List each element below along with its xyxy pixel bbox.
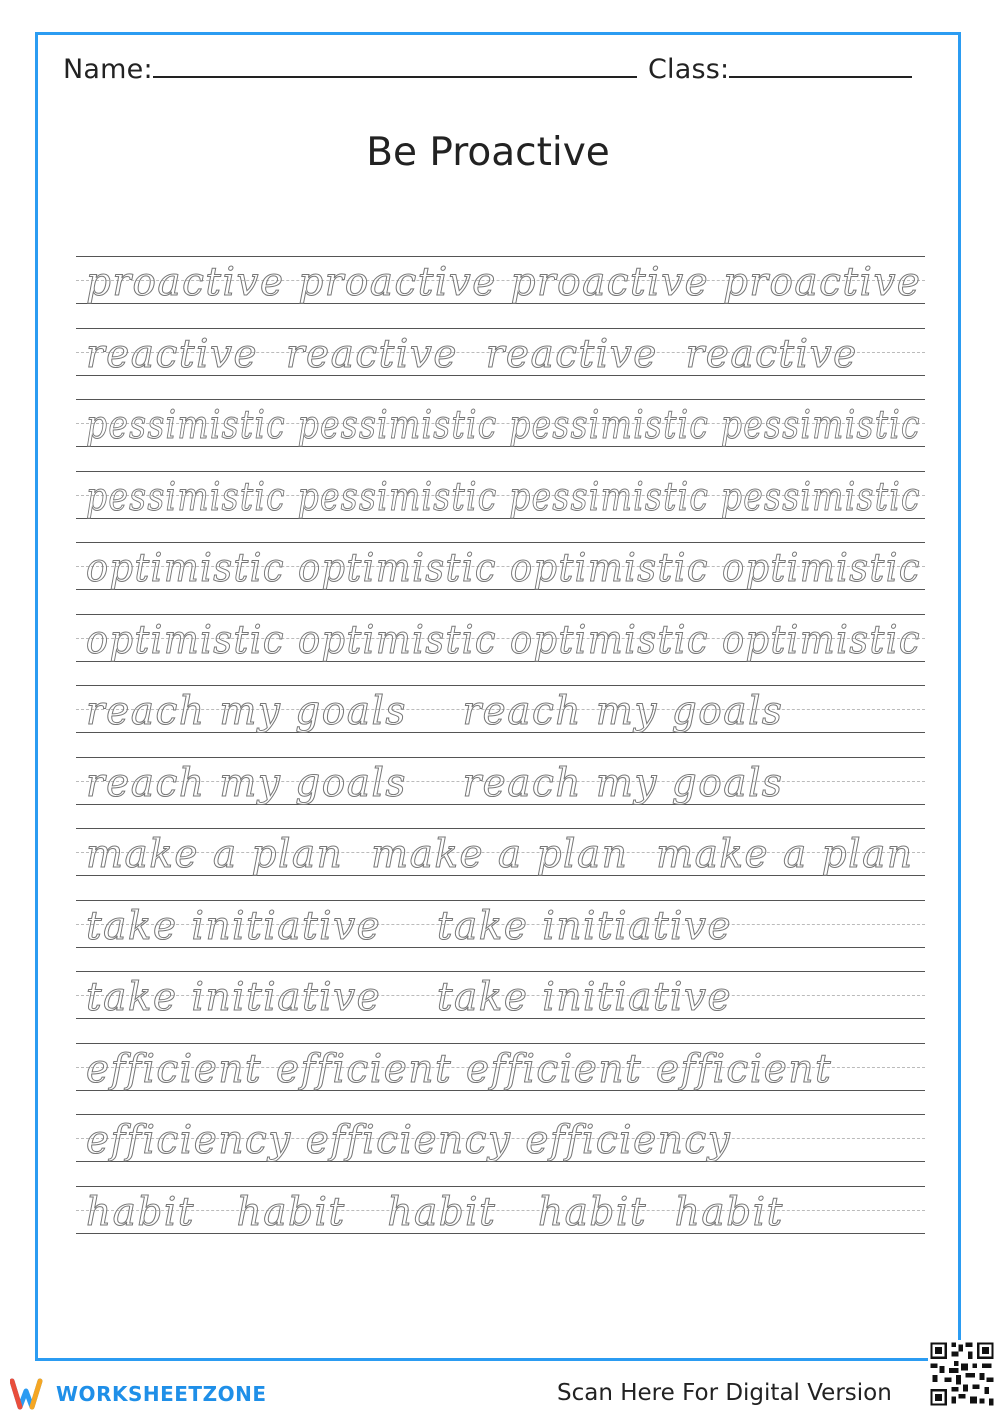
headline <box>76 757 925 758</box>
headline <box>76 685 925 686</box>
headline <box>76 1114 925 1115</box>
tracing-text[interactable]: reach my goals reach my goals <box>86 689 784 734</box>
name-blank-line[interactable] <box>153 56 637 78</box>
scan-instruction: Scan Here For Digital Version <box>557 1380 892 1406</box>
headline <box>76 971 925 972</box>
worksheetzone-logo-icon <box>10 1377 50 1411</box>
headline <box>76 828 925 829</box>
tracing-row <box>76 471 925 543</box>
tracing-row <box>76 971 925 1043</box>
tracing-row <box>76 1186 925 1258</box>
class-field[interactable] <box>648 54 912 85</box>
tracing-row <box>76 399 925 471</box>
tracing-row <box>76 757 925 829</box>
name-label: Name: <box>63 54 153 85</box>
tracing-row <box>76 328 925 400</box>
headline <box>76 614 925 615</box>
headline <box>76 542 925 543</box>
headline <box>76 328 925 329</box>
class-label: Class: <box>648 54 730 85</box>
class-blank-line[interactable] <box>729 56 912 78</box>
worksheetzone-logo <box>10 1376 266 1412</box>
tracing-text[interactable]: reactive reactive reactive reactive <box>86 331 858 377</box>
tracing-text[interactable]: pessimistic pessimistic pessimistic pessimistic <box>86 403 921 448</box>
tracing-text[interactable]: pessimistic pessimistic pessimistic pessimistic <box>86 474 921 520</box>
tracing-row <box>76 256 925 328</box>
headline <box>76 256 925 257</box>
tracing-text[interactable]: optimistic optimistic optimistic optimistic <box>86 617 921 663</box>
tracing-row <box>76 1114 925 1186</box>
tracing-text[interactable]: reach my goals reach my goals <box>86 760 784 806</box>
brand-name-part1: WORKSHEET <box>56 1382 203 1406</box>
brand-name-part2: ZONE <box>202 1382 267 1406</box>
tracing-row <box>76 542 925 614</box>
tracing-text[interactable]: optimistic optimistic optimistic optimistic <box>86 546 921 591</box>
tracing-text[interactable]: take initiative take initiative <box>86 975 733 1020</box>
tracing-text[interactable]: efficiency efficiency efficiency <box>86 1118 732 1163</box>
worksheet-title: Be Proactive <box>366 130 610 175</box>
tracing-rows <box>76 256 925 1257</box>
tracing-text[interactable]: make a plan make a plan make a plan <box>86 832 914 877</box>
headline <box>76 1043 925 1044</box>
headline <box>76 399 925 400</box>
headline <box>76 900 925 901</box>
tracing-row <box>76 685 925 757</box>
tracing-text[interactable]: habit habit habit habit habit <box>86 1189 784 1235</box>
tracing-row <box>76 900 925 972</box>
headline <box>76 471 925 472</box>
name-field[interactable] <box>63 54 637 85</box>
headline <box>76 1186 925 1187</box>
tracing-row <box>76 1043 925 1115</box>
tracing-text[interactable]: take initiative take initiative <box>86 903 733 949</box>
qr-code-icon[interactable] <box>928 1340 996 1408</box>
tracing-row <box>76 614 925 686</box>
tracing-text[interactable]: efficient efficient efficient efficient <box>86 1046 833 1092</box>
brand-name <box>56 1382 266 1406</box>
tracing-row <box>76 828 925 900</box>
tracing-text[interactable]: proactive proactive proactive proactive <box>86 260 922 305</box>
